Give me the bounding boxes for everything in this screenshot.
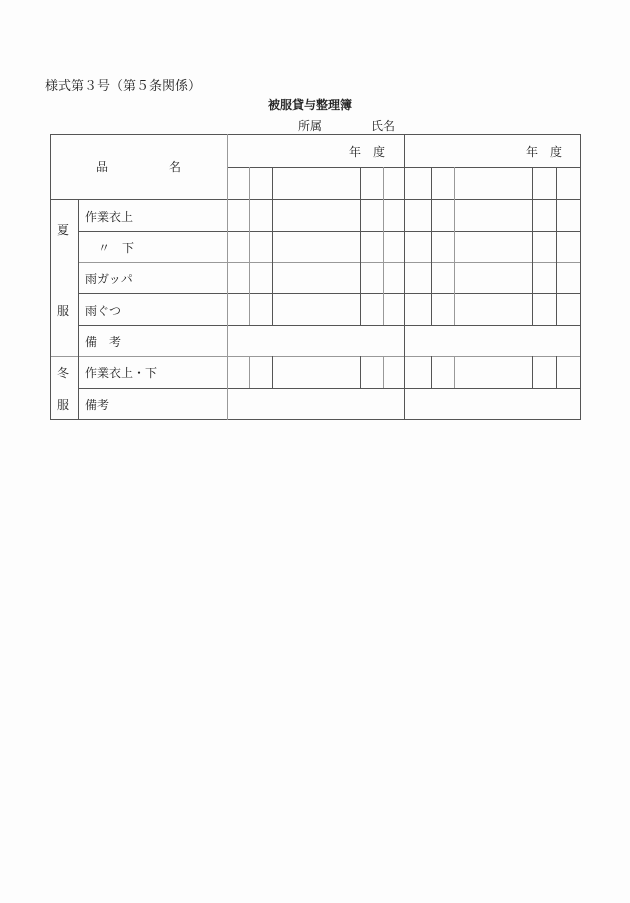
row-line	[78, 262, 581, 263]
item-name-header-char1: 品	[96, 160, 109, 174]
col-line	[360, 356, 361, 388]
col-line	[78, 199, 79, 419]
item-name-header-char2: 名	[169, 160, 182, 174]
document-title: 被服貸与整理簿	[268, 98, 353, 112]
item-label: 作業衣上・下	[85, 366, 158, 380]
col-line	[556, 356, 557, 388]
col-line	[431, 356, 432, 388]
col-line	[360, 167, 361, 325]
col-line	[383, 356, 384, 388]
year1-label-char2: 度	[373, 145, 386, 159]
table-border-right	[580, 134, 581, 420]
item-label: 作業衣上	[85, 210, 134, 224]
row-line	[50, 356, 581, 357]
col-line	[556, 167, 557, 325]
table-border-bottom	[50, 419, 581, 420]
col-line	[249, 167, 250, 325]
item-label: 〃 下	[98, 241, 135, 255]
item-label: 備考	[85, 398, 110, 412]
winter-group-label-char2: 服	[57, 398, 70, 412]
row-line	[78, 388, 581, 389]
col-line	[431, 167, 432, 325]
table-border-left	[50, 134, 51, 420]
item-label: 雨ぐつ	[85, 304, 122, 318]
item-label: 雨ガッパ	[85, 272, 133, 286]
row-line	[78, 325, 581, 326]
form-number-label: 様式第３号（第５条関係）	[45, 79, 202, 94]
col-line	[454, 167, 455, 325]
col-line	[272, 356, 273, 388]
col-line	[532, 356, 533, 388]
year1-label-char1: 年	[349, 145, 362, 159]
row-line	[78, 231, 581, 232]
name-label: 氏名	[371, 119, 396, 133]
year2-label-char1: 年	[526, 145, 539, 159]
year2-label-char2: 度	[550, 145, 563, 159]
row-line	[78, 293, 581, 294]
col-line	[454, 356, 455, 388]
col-line	[249, 356, 250, 388]
item-label: 備 考	[85, 335, 122, 349]
summer-group-label-char2: 服	[57, 304, 70, 318]
col-line	[227, 134, 228, 420]
row-line	[50, 199, 581, 200]
table-border-top	[50, 134, 581, 135]
col-line	[272, 167, 273, 325]
winter-group-label-char1: 冬	[57, 366, 70, 380]
col-line	[404, 134, 405, 420]
summer-group-label-char1: 夏	[57, 223, 70, 237]
affiliation-label: 所属	[298, 119, 323, 133]
col-line	[383, 167, 384, 325]
col-line	[532, 167, 533, 325]
